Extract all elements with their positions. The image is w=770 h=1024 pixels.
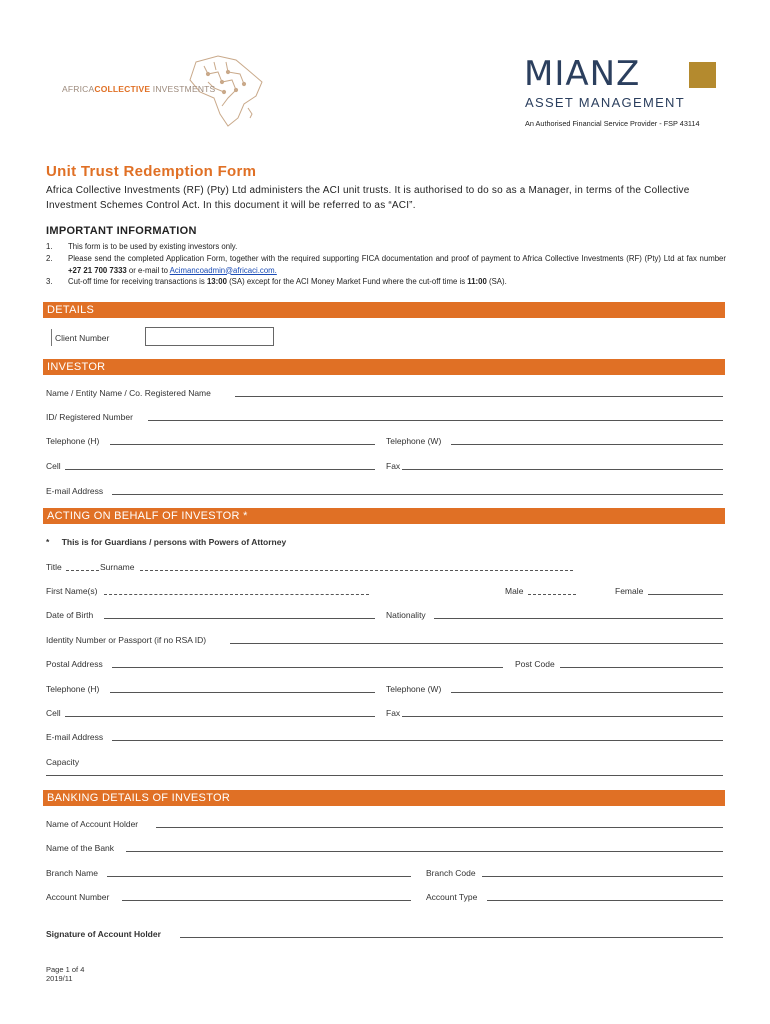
investor-id-field[interactable]: [148, 420, 723, 421]
bank-holder-field[interactable]: [156, 827, 723, 828]
bank-holder-label: Name of Account Holder: [46, 819, 139, 829]
branch-name-field[interactable]: [107, 876, 411, 877]
acting-id-passport-label: Identity Number or Passport (if no RSA ID): [46, 635, 207, 645]
aci-logo-text-collective: COLLECTIVE: [94, 84, 151, 94]
client-number-label: Client Number: [55, 333, 110, 343]
acting-tel-h-label: Telephone (H): [46, 684, 100, 694]
acting-tel-w-field[interactable]: [451, 692, 723, 693]
acting-band: ACTING ON BEHALF OF INVESTOR *: [43, 508, 725, 524]
branch-name-label: Branch Name: [46, 868, 98, 878]
signature-field[interactable]: [180, 937, 723, 938]
acting-title-field[interactable]: [66, 570, 99, 571]
acting-post-code-label: Post Code: [515, 659, 555, 669]
mianz-gold-square-icon: [689, 62, 716, 88]
account-number-label: Account Number: [46, 892, 110, 902]
acting-surname-label: Surname: [100, 562, 135, 572]
acting-postal-field[interactable]: [112, 667, 503, 668]
acting-capacity-label: Capacity: [46, 757, 80, 767]
investor-name-label: Name / Entity Name / Co. Registered Name: [46, 388, 211, 398]
branch-code-field[interactable]: [482, 876, 723, 877]
acting-fax-field[interactable]: [402, 716, 723, 717]
client-number-label-box: [51, 329, 52, 346]
acting-male-field[interactable]: [528, 594, 576, 595]
acting-surname-field[interactable]: [140, 570, 573, 571]
acting-female-field[interactable]: [648, 594, 723, 595]
investor-tel-h-label: Telephone (H): [46, 436, 100, 446]
account-type-label: Account Type: [426, 892, 478, 902]
aci-logo-text-investments: INVESTMENTS: [150, 84, 216, 94]
bank-name-field[interactable]: [126, 851, 723, 852]
form-title: Unit Trust Redemption Form: [46, 163, 257, 180]
acting-female-label: Female: [615, 586, 644, 596]
acting-tel-w-label: Telephone (W): [386, 684, 442, 694]
acting-tel-h-field[interactable]: [110, 692, 375, 693]
acting-note: * This is for Guardians / persons with Powers of Attorney: [46, 537, 287, 547]
investor-name-field[interactable]: [235, 396, 723, 397]
acting-dob-label: Date of Birth: [46, 610, 94, 620]
investor-fax-label: Fax: [386, 461, 401, 471]
investor-id-label: ID/ Registered Number: [46, 412, 133, 422]
acting-email-field[interactable]: [112, 740, 723, 741]
important-list: 1. This form is to be used by existing investors only. 2. Please send the completed Application Form, together with the required supporting FICA documentation and proof of payment to Africa Collective Investments (RF) (Pty) Ltd at fax number +27 21 700 7333 or e-mail to Acimancoadmin@africaci.com. 3. Cut-off time for receiving transactions is 13:00 (SA) except for the ACI Money Market Fund where the cut-off time is 11:00 (SA).: [46, 242, 726, 286]
acting-nationality-label: Nationality: [386, 610, 426, 620]
investor-tel-h-field[interactable]: [110, 444, 375, 445]
aci-logo-text-africa: AFRICA: [62, 84, 95, 94]
email-link[interactable]: Acimancoadmin@africaci.com.: [169, 265, 277, 275]
acting-first-names-field[interactable]: [104, 594, 369, 595]
page-number: Page 1 of 4: [46, 965, 85, 974]
details-band: DETAILS: [43, 302, 725, 318]
form-version-date: 2019/11: [46, 974, 73, 983]
investor-tel-w-label: Telephone (W): [386, 436, 442, 446]
acting-post-code-field[interactable]: [560, 667, 723, 668]
acting-email-label: E-mail Address: [46, 732, 104, 742]
signature-label: Signature of Account Holder: [46, 929, 161, 939]
acting-nationality-field[interactable]: [434, 618, 723, 619]
acting-fax-label: Fax: [386, 708, 401, 718]
fsp-line: An Authorised Financial Service Provider - FSP 43114: [525, 119, 700, 128]
investor-tel-w-field[interactable]: [451, 444, 723, 445]
investor-band: INVESTOR: [43, 359, 725, 375]
intro-text: Africa Collective Investments (RF) (Pty) Ltd administers the ACI unit trusts. It is authorised to do so as a Manager, in terms of the Collective Investment Schemes Control Act. In this document it will be referred to as “ACI”.: [46, 185, 690, 211]
acting-first-names-label: First Name(s): [46, 586, 98, 596]
investor-cell-field[interactable]: [65, 469, 375, 470]
account-type-field[interactable]: [487, 900, 723, 901]
branch-code-label: Branch Code: [426, 868, 476, 878]
account-number-field[interactable]: [122, 900, 411, 901]
investor-cell-label: Cell: [46, 461, 61, 471]
mianz-wordmark: MIANZ: [524, 54, 641, 94]
important-heading: IMPORTANT INFORMATION: [46, 225, 197, 237]
acting-cell-field[interactable]: [65, 716, 375, 717]
aci-logo: [60, 52, 270, 130]
investor-fax-field[interactable]: [402, 469, 723, 470]
acting-cell-label: Cell: [46, 708, 61, 718]
mianz-logo: [520, 54, 730, 133]
acting-dob-field[interactable]: [104, 618, 375, 619]
acting-id-passport-field[interactable]: [230, 643, 723, 644]
investor-email-field[interactable]: [112, 494, 723, 495]
investor-email-label: E-mail Address: [46, 486, 104, 496]
client-number-input[interactable]: [145, 327, 274, 346]
acting-postal-label: Postal Address: [46, 659, 103, 669]
acting-capacity-field[interactable]: [46, 775, 723, 776]
acting-male-label: Male: [505, 586, 524, 596]
banking-band: BANKING DETAILS OF INVESTOR: [43, 790, 725, 806]
mianz-subtitle: ASSET MANAGEMENT: [525, 95, 685, 110]
bank-name-label: Name of the Bank: [46, 843, 115, 853]
acting-title-label: Title: [46, 562, 62, 572]
fax-number: +27 21 700 7333: [68, 265, 127, 275]
